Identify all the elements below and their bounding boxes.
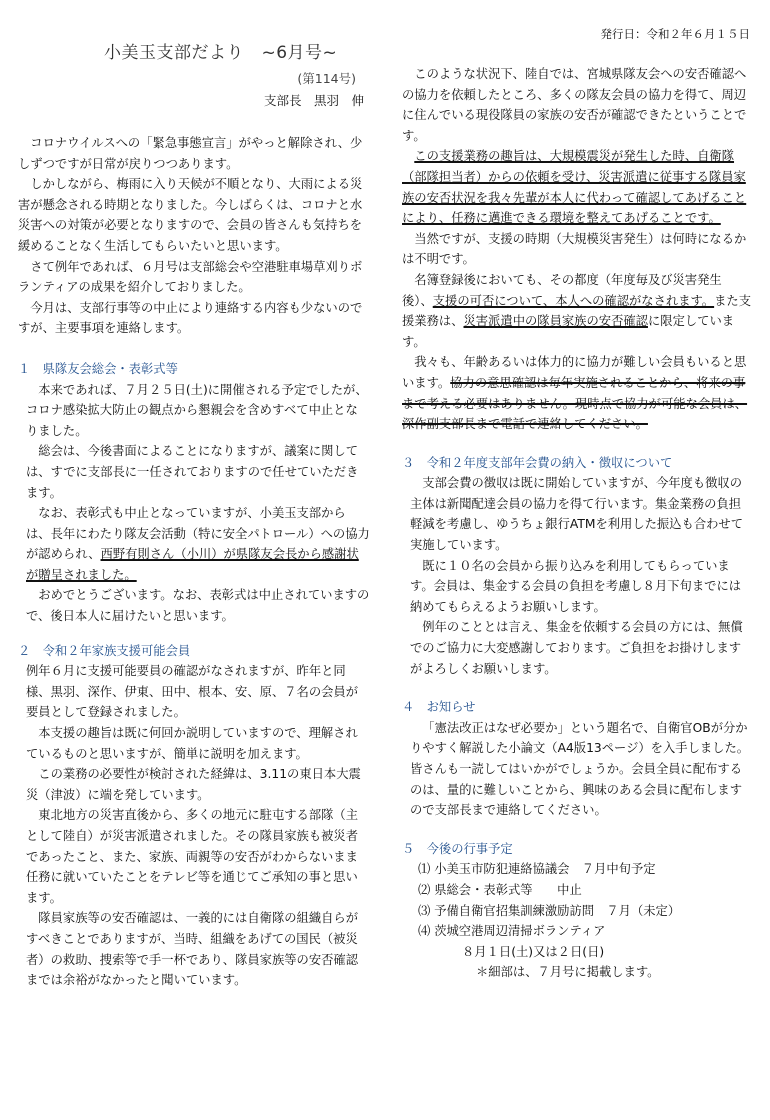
struck-text: 協力の意思確認は毎年実施されることから、将来の事まで考える必要はありません。現時点で協力が可能な会員は、深作副支部長まで電話で連絡してください。 — [402, 375, 748, 432]
underlined-text: 災害派遣中の隊員家族の安否確認 — [463, 314, 648, 329]
issue-date: 発行日：令和２年６月１５日 — [600, 27, 750, 41]
body-paragraph: この業務の必要性が検討された経緯は、3.11の東日本大震災（津波）に端を発しています。 — [26, 767, 361, 802]
title-block — [104, 38, 364, 109]
body-paragraph: 総会は、今後書面によることになりますが、議案に関しては、すでに支部長に一任されておりますので任せていただきます。 — [26, 444, 359, 500]
schedule-item: ⑷ 茨城空港周辺清掃ボランティア — [418, 924, 606, 939]
author: 支部長 黒羽 伸 — [263, 93, 364, 108]
section-heading: １ 県隊友会総会・表彰式等 — [18, 361, 178, 376]
body-paragraph: 本支援の趣旨は既に何回か説明していますので、理解されているものと思いますが、簡単に説明を加えます。 — [26, 726, 358, 761]
underlined-text: 西野有則さん（小川）が県隊友会長から感謝状が贈呈されました。 — [26, 547, 359, 582]
section-4-body — [402, 718, 752, 821]
body-paragraph: 例年のこととは言え、集金を依頼する会員の方には、無償でのご協力に大変感謝しております。ご負担をお掛けしますがよろしくお願いします。 — [410, 620, 743, 676]
body-paragraph: 本来であれば、７月２５日(土)に開催される予定でしたが、コロナ感染拡大防止の観点から懇親会を含めすべて中止となりました。 — [26, 382, 368, 438]
schedule-list — [402, 859, 752, 983]
newsletter-title: 小美玉支部だより ~6月号~ — [104, 43, 338, 63]
body-paragraph — [402, 270, 752, 352]
body-text: に限定しています。 — [402, 314, 735, 349]
body-paragraph: 例年６月に支援可能要員の確認がなされますが、昨年と同様、黒羽、深作、伊東、田中、根本、安、原、７名の会員が要員として登録されました。 — [26, 664, 359, 720]
right-column — [402, 64, 752, 983]
section-heading: ４ お知らせ — [402, 700, 476, 715]
schedule-note: ＊細部は、７月号に掲載します。 — [476, 965, 660, 980]
schedule-item: ⑴ 小美玉市防犯連絡協議会 ７月中旬予定 — [418, 862, 656, 877]
body-paragraph — [402, 146, 752, 228]
schedule-dates: ８月１日(土)又は２日(日) — [462, 944, 605, 959]
underlined-text: 支援の可否について、本人への確認がなされます。 — [432, 293, 715, 308]
underlined-text: この支援業務の趣旨は、大規模震災が発生した時、自衛隊（部隊担当者）からの依頼を受け、災害派遣に従事する隊員家族の安否状況を我々先輩が本人に代わって確認してあげることにより、任務に邁進できる環境を整えてあげることです。 — [402, 149, 747, 226]
body-paragraph: 東北地方の災害直後から、多くの地元に駐屯する部隊（主として陸自）が災害派遣されました。その隊員家族も被災者であったこと、また、家族、両親等の安否がわからないまま任務に就いていたことをテレビ等を通じてご承知の事と思います。 — [26, 808, 359, 905]
body-paragraph: 当然ですが、支援の時期（大規模災害発生）は何時になるかは不明です。 — [402, 231, 747, 267]
section-3-body — [402, 473, 752, 679]
intro-paragraph: しかしながら、梅雨に入り天候が不順となり、大雨による災害が懸念される時期となりました。今しばらくは、コロナと水災害への対策が必要となりますので、会員の皆さんも気持ちを緩めることなく生活してもらいたいと思います。 — [18, 177, 363, 253]
intro-paragraph: さて例年であれば、６月号は支部総会や空港駐車場草刈りボランティアの成果を紹介しておりました。 — [18, 259, 363, 295]
issue-number: (第114号) — [297, 71, 356, 86]
body-paragraph: 「憲法改正はなぜ必要か」という題名で、自衛官OBが分かりやすく解説した小論文（A4版13ページ）を入手しました。皆さんも一読してはいかがでしょうか。会員全員に配布するのは、量的に難しいことから、興味のある会員に配布しますので支部長まで連絡してください。 — [410, 720, 750, 818]
schedule-item: ⑵ 県総会・表彰式等 中止 — [418, 882, 582, 897]
body-text: なお、表彰式も中止となっていますが、小美玉支部からは、長年にわたり隊友会活動（特に安全パトロール）への協力が認められ、 — [26, 506, 370, 562]
section-heading: ５ 今後の行事予定 — [402, 841, 513, 856]
body-paragraph — [402, 352, 752, 434]
section-1-body — [18, 380, 370, 627]
body-paragraph: 支部会費の徴収は既に開始していますが、今年度も徴収の主体は新聞配達会員の協力を得て行います。集金業務の負担軽減を考慮し、ゆうちょ銀行ATMを利用した振込も合わせて実施しています。 — [410, 476, 744, 553]
body-paragraph: このような状況下、陸自では、宮城県隊友会への安否確認への協力を依頼したところ、多くの隊友会員の協力を得て、周辺に住んでいる現役隊員の家族の安否が確認できたということです。 — [402, 67, 747, 143]
schedule-item: ⑶ 予備自衛官招集訓練激励訪問 ７月（未定） — [418, 903, 681, 918]
intro-paragraph: 今月は、支部行事等の中止により連絡する内容も少ないのですが、主要事項を連絡します。 — [18, 300, 363, 336]
section-2-body — [18, 661, 370, 991]
section-heading: ３ 令和２年度支部年会費の納入・徴収について — [402, 455, 673, 470]
body-paragraph: おめでとうございます。なお、表彰式は中止されていますので、後日本人に届けたいと思います。 — [26, 588, 370, 624]
intro-paragraph: コロナウイルスへの「緊急事態宣言」がやっと解除され、少しずつですが日常が戻りつつあります。 — [18, 136, 363, 171]
body-paragraph: 既に１０名の会員から振り込みを利用してもらっています。会員は、集金する会員の負担を考慮し８月下旬までには納めてもらえるようお願いします。 — [410, 558, 742, 614]
body-text: また支援業務は、 — [402, 293, 752, 329]
section-2-continued — [402, 64, 752, 435]
body-paragraph — [26, 503, 370, 585]
left-column — [18, 133, 370, 991]
section-heading: ２ 令和２年家族支援可能会員 — [18, 643, 191, 658]
body-text: 我々も、年齢あるいは体力的に協力が難しい会員もいると思います。 — [402, 355, 747, 390]
body-text: 名簿登録後においても、その都度（年度毎及び災害発生後）、 — [402, 272, 722, 308]
body-paragraph: 隊員家族等の安否確認は、一義的には自衛隊の組織自らがすべきことでありますが、当時、組織をあげての国民（被災者）の救助、捜索等で手一杯であり、隊員家族等の安否確認までは余裕がなかったと聞いています。 — [26, 911, 359, 988]
